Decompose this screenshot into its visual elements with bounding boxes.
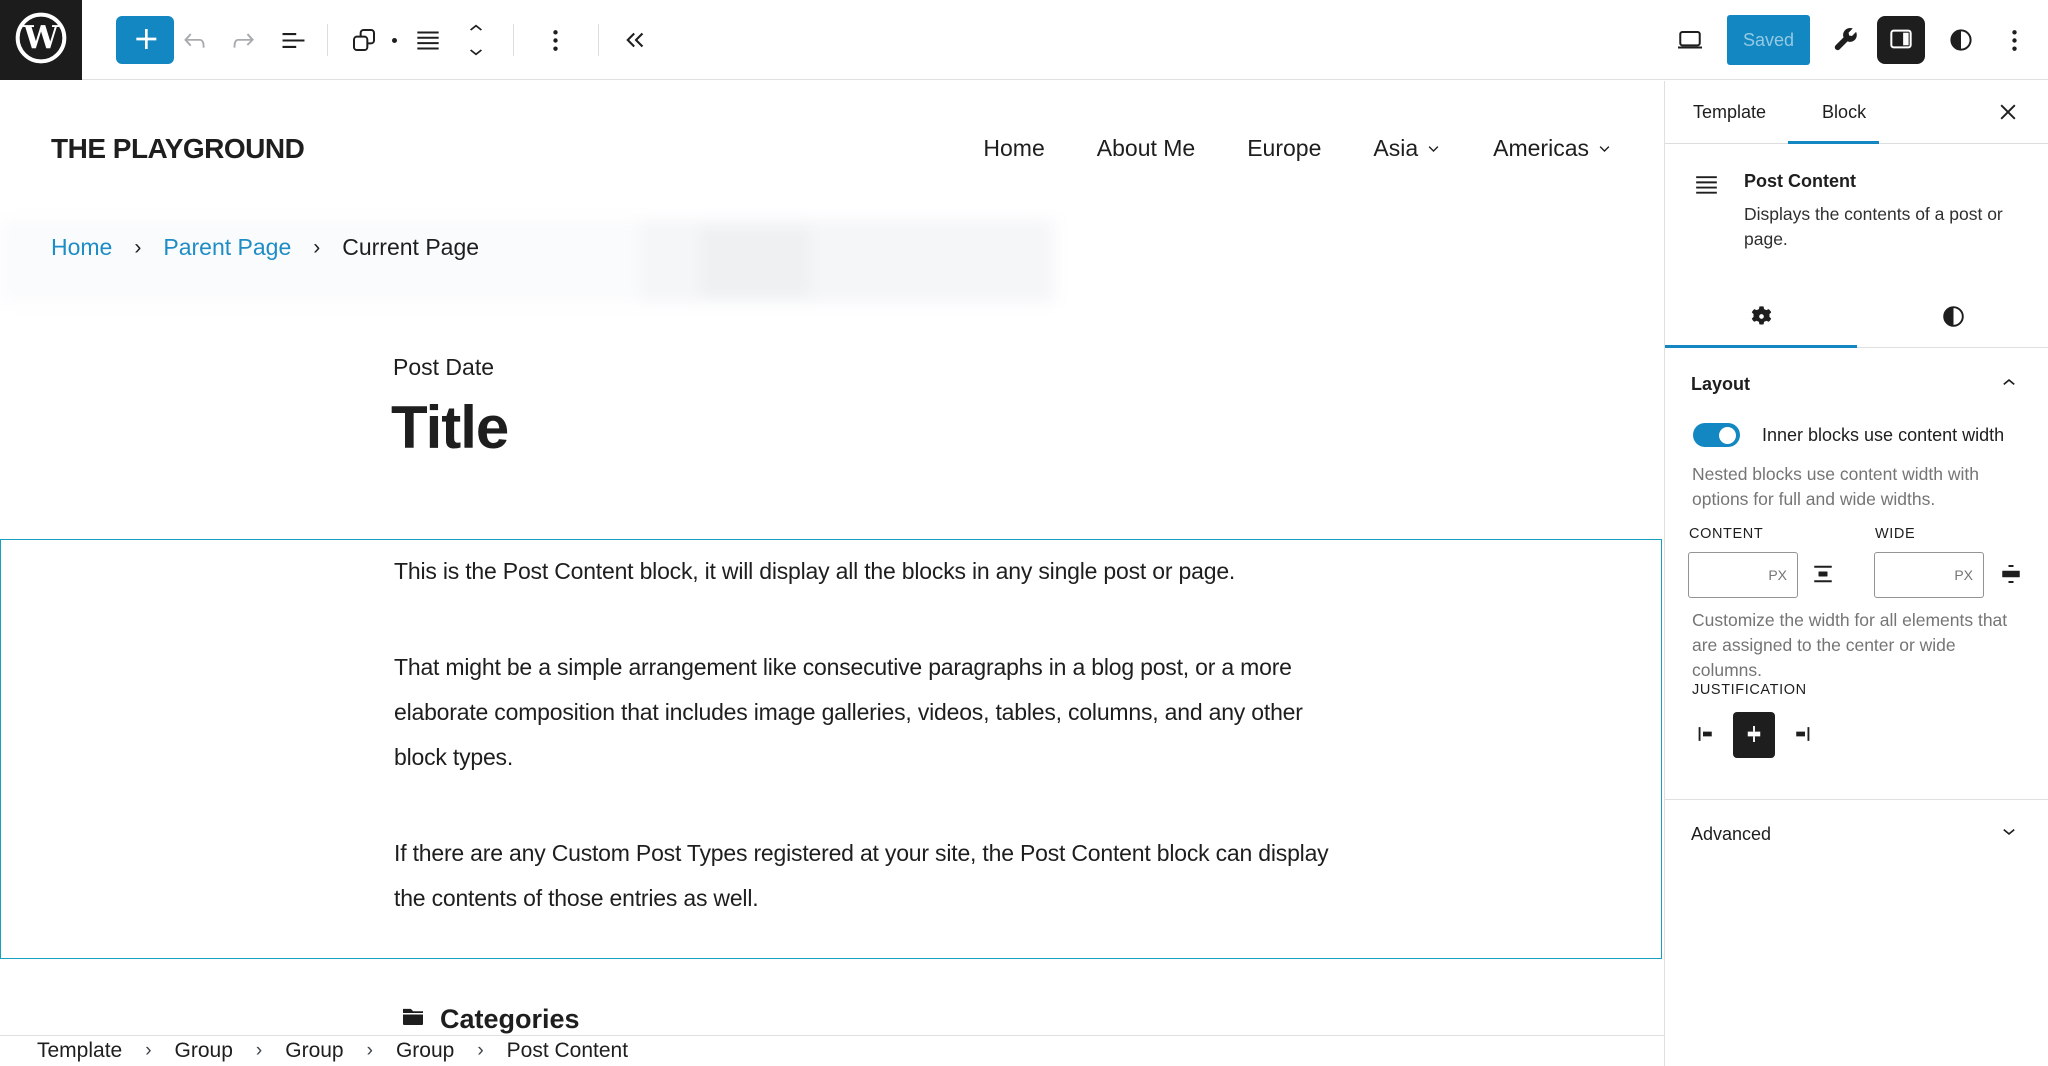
- justification-label: JUSTIFICATION: [1692, 682, 1807, 698]
- tools-button[interactable]: [1821, 0, 1869, 80]
- more-options-button[interactable]: [1990, 0, 2038, 80]
- toggle-knob: [1719, 427, 1736, 444]
- content-width-field: [1688, 552, 1798, 598]
- post-date-block[interactable]: Post Date: [393, 354, 494, 380]
- site-title[interactable]: THE PLAYGROUND: [51, 133, 305, 164]
- toggle-label[interactable]: Inner blocks use content width: [1762, 424, 2005, 445]
- block-options-button[interactable]: [531, 0, 579, 80]
- advanced-panel-title: Advanced: [1691, 824, 1772, 844]
- block-name: Post Content: [1744, 171, 1856, 191]
- post-content-block-button[interactable]: [404, 0, 452, 80]
- chevron-down-icon: [1996, 819, 2022, 850]
- nav-item-home[interactable]: Home: [983, 135, 1045, 161]
- block-breadcrumb-bar: [0, 1035, 1664, 1066]
- breadcrumb-separator: ›: [366, 1040, 373, 1061]
- paragraph-block[interactable]: This is the Post Content block, it will display all the blocks in any single post or page.: [394, 558, 1236, 584]
- justify-center-button[interactable]: [1733, 712, 1775, 758]
- categories-heading[interactable]: Categories: [398, 1002, 580, 1035]
- breadcrumb-separator: ›: [134, 235, 142, 259]
- move-down-button[interactable]: [463, 40, 489, 66]
- content-width-icon-button[interactable]: [1808, 559, 1838, 592]
- collapse-toolbar-button[interactable]: [610, 0, 658, 80]
- laptop-icon: [1674, 24, 1706, 56]
- content-width-toggle-row: [1693, 423, 2004, 447]
- justify-center-icon: [1739, 719, 1769, 752]
- submenu-chevron-icon: [1426, 135, 1441, 162]
- blurred-header-image: [0, 219, 1055, 303]
- tab-template[interactable]: Template: [1665, 81, 1794, 144]
- view-button[interactable]: [1666, 0, 1714, 80]
- toolbar-separator: [598, 24, 599, 56]
- active-inspector-tab-underline: [1665, 345, 1857, 348]
- settings-sidebar-toggle-button[interactable]: [1877, 16, 1925, 64]
- breadcrumb-group[interactable]: Group: [395, 1039, 455, 1062]
- categories-folder-icon: [398, 1002, 428, 1035]
- justify-right-button[interactable]: [1779, 712, 1821, 758]
- styles-half-circle-icon: [1938, 301, 1969, 335]
- close-icon: [1993, 115, 2023, 130]
- justify-right-icon: [1785, 719, 1815, 752]
- list-view-icon: [278, 25, 309, 56]
- advanced-panel-header[interactable]: [1691, 819, 2022, 850]
- redo-button[interactable]: [219, 0, 267, 80]
- justification-options: [1687, 712, 1821, 758]
- panel-divider: [1665, 799, 2048, 800]
- wide-width-icon-button[interactable]: [1996, 559, 2026, 592]
- ellipsis-vertical-icon: [540, 25, 571, 56]
- breadcrumb-separator: ›: [255, 1040, 263, 1061]
- breadcrumb-template[interactable]: Template: [37, 1039, 123, 1062]
- paragraph-block[interactable]: If there are any Custom Post Types registered at your site, the Post Content block can display the contents of those entries as well.: [394, 840, 1329, 911]
- toolbar-dot: [392, 38, 397, 43]
- breadcrumb-parent-page-link[interactable]: Parent Page: [163, 234, 292, 260]
- breadcrumb-separator: ›: [145, 1040, 152, 1061]
- post-content-text: [394, 549, 1339, 921]
- inspector-tab-bar: [1665, 288, 2048, 348]
- wide-width-field: [1874, 552, 1984, 598]
- tab-settings[interactable]: [1665, 288, 1857, 347]
- undo-button[interactable]: [170, 0, 218, 80]
- px-unit: PX: [1954, 567, 1973, 583]
- sidebar-panel-icon: [1885, 23, 1917, 58]
- active-tab-underline: [1788, 141, 1879, 144]
- post-title-block[interactable]: Title: [391, 394, 509, 461]
- ellipsis-vertical-icon: [1999, 25, 2030, 56]
- settings-sidebar: [1664, 81, 2048, 1066]
- tab-block[interactable]: Block: [1794, 81, 1894, 144]
- breadcrumb-post-content[interactable]: Post Content: [506, 1039, 629, 1062]
- toolbar-separator: [327, 24, 328, 56]
- layout-panel-title: Layout: [1691, 374, 1751, 394]
- inner-blocks-toggle[interactable]: [1693, 423, 1740, 447]
- wordpress-logo-icon: [13, 10, 69, 71]
- breadcrumb-group[interactable]: Group: [285, 1039, 344, 1062]
- sidebar-tab-bar: [1665, 81, 2048, 144]
- breadcrumb-separator: ›: [477, 1040, 484, 1061]
- double-chevron-left-icon: [618, 24, 650, 56]
- redo-icon: [228, 25, 259, 56]
- submenu-chevron-icon: [1597, 135, 1612, 162]
- post-content-icon: [1691, 169, 1722, 252]
- content-width-label: CONTENT: [1689, 526, 1764, 542]
- nav-item-about-me[interactable]: About Me: [1096, 135, 1196, 161]
- select-parent-group-button[interactable]: [340, 0, 388, 80]
- block-movers: [455, 10, 497, 70]
- block-inserter-button[interactable]: [116, 16, 174, 64]
- close-sidebar-button[interactable]: [1992, 97, 2024, 129]
- saved-button[interactable]: Saved: [1727, 15, 1810, 65]
- styles-button[interactable]: [1937, 0, 1985, 80]
- post-content-block-selected[interactable]: [0, 539, 1662, 959]
- breadcrumb: [51, 234, 479, 261]
- gear-icon: [1746, 301, 1777, 335]
- nav-item-americas[interactable]: Americas: [1493, 135, 1612, 162]
- toolbar-separator: [513, 24, 514, 56]
- wide-width-icon: [1996, 577, 2026, 592]
- chevron-up-icon: [1996, 369, 2022, 400]
- undo-icon: [179, 25, 210, 56]
- editor-topbar: [0, 0, 2048, 80]
- editor-canvas: [0, 81, 1664, 1035]
- breadcrumb-home-link[interactable]: Home: [51, 234, 113, 260]
- justify-left-button[interactable]: [1687, 712, 1729, 758]
- paragraph-block[interactable]: That might be a simple arrangement like consecutive paragraphs in a blog post, or a more elaborate composition that includes image galleries, videos, tables, columns, and any other block types.: [394, 654, 1303, 770]
- post-content-icon: [412, 24, 444, 56]
- layout-panel-header[interactable]: [1691, 369, 2022, 400]
- document-overview-button[interactable]: [269, 0, 317, 80]
- site-navigation: [983, 135, 1612, 162]
- toggle-help-text: Nested blocks use content width with options for full and wide widths.: [1692, 464, 1979, 509]
- wrench-icon: [1830, 25, 1861, 56]
- wide-width-input[interactable]: [1885, 565, 1947, 585]
- svg-text:W: W: [23, 19, 59, 57]
- move-up-button[interactable]: [463, 14, 489, 40]
- block-description: Displays the contents of a post or page.: [1744, 204, 2003, 249]
- nav-item-europe[interactable]: Europe: [1247, 135, 1322, 161]
- content-width-input[interactable]: [1699, 565, 1761, 585]
- justify-left-icon: [1693, 719, 1723, 752]
- chevron-down-icon: [463, 54, 489, 69]
- breadcrumb-group[interactable]: Group: [174, 1039, 233, 1062]
- tab-styles[interactable]: [1857, 288, 2048, 347]
- breadcrumb-current-page: Current Page: [342, 234, 480, 260]
- breadcrumb-separator: ›: [313, 235, 321, 259]
- block-card: [1691, 169, 2036, 252]
- px-unit: PX: [1768, 567, 1787, 583]
- plus-icon: [129, 23, 161, 58]
- width-help-text: Customize the width for all elements that are assigned to the center or wide columns.: [1692, 610, 2008, 680]
- content-width-icon: [1808, 577, 1838, 592]
- group-block-icon: [348, 24, 380, 56]
- nav-item-asia[interactable]: Asia: [1373, 135, 1441, 162]
- wide-width-label: WIDE: [1875, 526, 1916, 542]
- wordpress-logo-button[interactable]: [0, 0, 82, 80]
- styles-half-circle-icon: [1945, 24, 1977, 56]
